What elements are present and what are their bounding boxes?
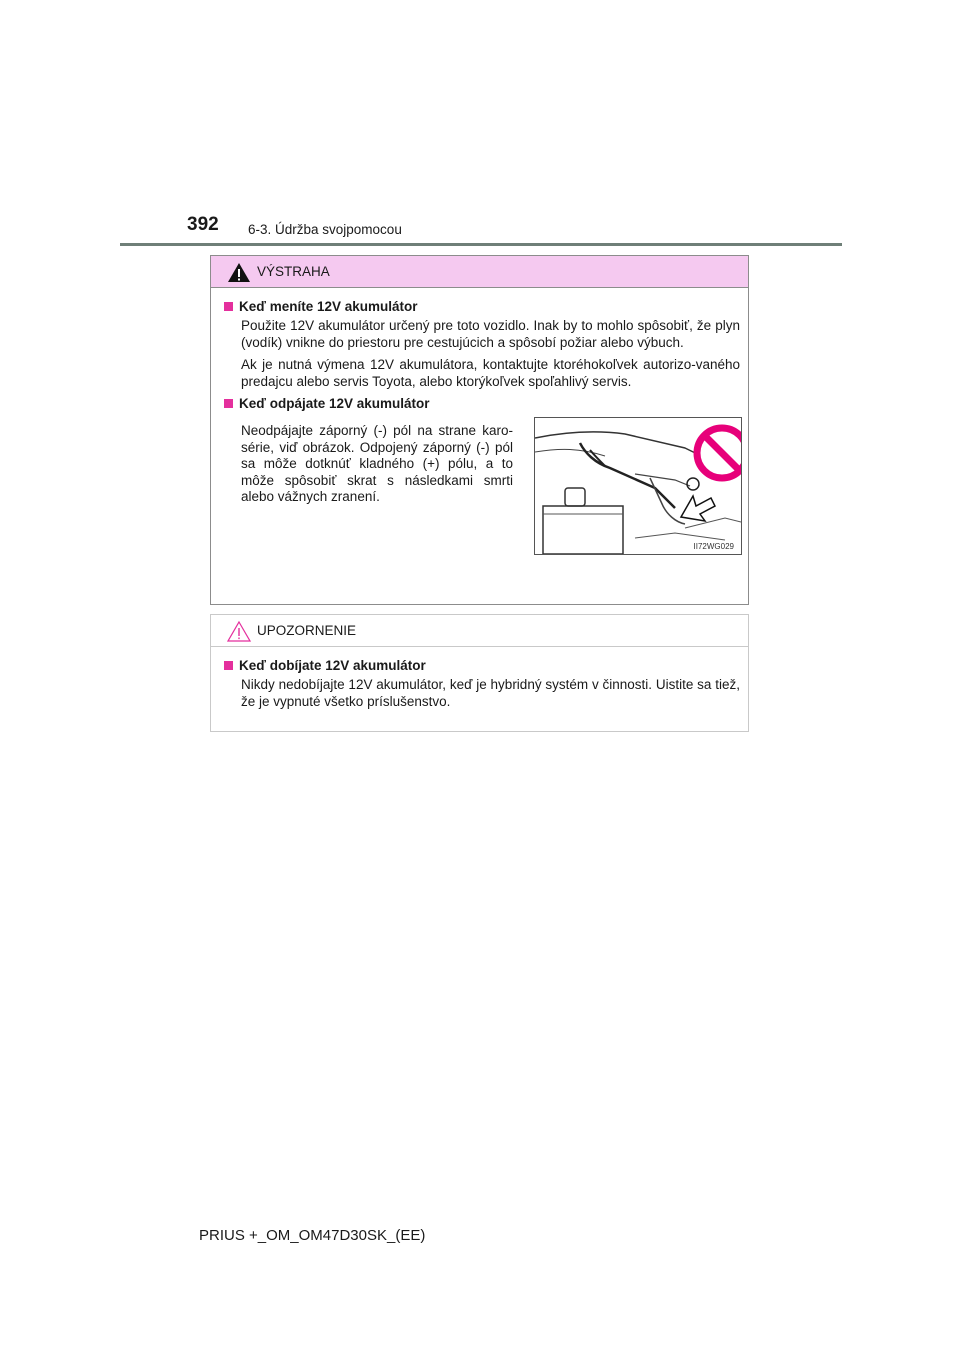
prohibition-sign-icon bbox=[697, 428, 741, 478]
warning-paragraph: Neodpájajte záporný (-) pól na strane karo-série, viď obrázok. Odpojený záporný (-) pól sa môže dotknúť kladného (+) pólu, a to môže spôsobiť skrat s následkami smrti alebo vážnych zranení. bbox=[241, 423, 513, 504]
warning-paragraph: Ak je nutná výmena 12V akumulátora, kontaktujte ktoréhokoľvek autorizo-vaného predajcu alebo servis Toyota, alebo ktorýkoľvek spoľahlivý servis. bbox=[241, 357, 740, 389]
caution-triangle-icon bbox=[227, 620, 251, 642]
caution-paragraph: Nikdy nedobíjajte 12V akumulátor, keď je hybridný systém v činnosti. Uistite sa tiež, že je vypnuté všetko príslušenstvo. bbox=[241, 677, 740, 709]
warning-paragraph: Použite 12V akumulátor určený pre toto vozidlo. Inak by to mohlo spôsobiť, že plyn (vodík) vnikne do priestoru pre cestujúcich a spôsobí požiar alebo výbuch. bbox=[241, 318, 740, 350]
warning-title: VÝSTRAHA bbox=[257, 264, 330, 279]
header-rule bbox=[120, 243, 842, 246]
arrow-icon bbox=[681, 496, 715, 521]
caution-header bbox=[211, 615, 748, 647]
bullet-square-icon bbox=[224, 399, 233, 408]
warning-header bbox=[211, 256, 748, 288]
footer-doc-id: PRIUS +_OM_OM47D30SK_(EE) bbox=[199, 1227, 426, 1244]
caution-item-heading-text: Keď dobíjate 12V akumulátor bbox=[239, 658, 426, 673]
warning-box bbox=[210, 255, 749, 605]
page-number: 392 bbox=[187, 214, 219, 235]
bullet-square-icon bbox=[224, 302, 233, 311]
warning-item-heading-text: Keď odpájate 12V akumulátor bbox=[239, 396, 430, 411]
warning-triangle-icon bbox=[227, 261, 251, 283]
bullet-square-icon bbox=[224, 661, 233, 670]
caution-item-heading bbox=[224, 658, 740, 673]
warning-item-heading-text: Keď meníte 12V akumulátor bbox=[239, 299, 418, 314]
battery-terminal-illustration bbox=[534, 417, 742, 555]
section-title: 6-3. Údržba svojpomocou bbox=[248, 222, 402, 237]
warning-item-heading bbox=[224, 396, 740, 411]
caution-box bbox=[210, 614, 749, 732]
illustration-code: II72WG029 bbox=[693, 542, 734, 551]
warning-item-heading bbox=[224, 299, 740, 314]
caution-title: UPOZORNENIE bbox=[257, 623, 357, 638]
